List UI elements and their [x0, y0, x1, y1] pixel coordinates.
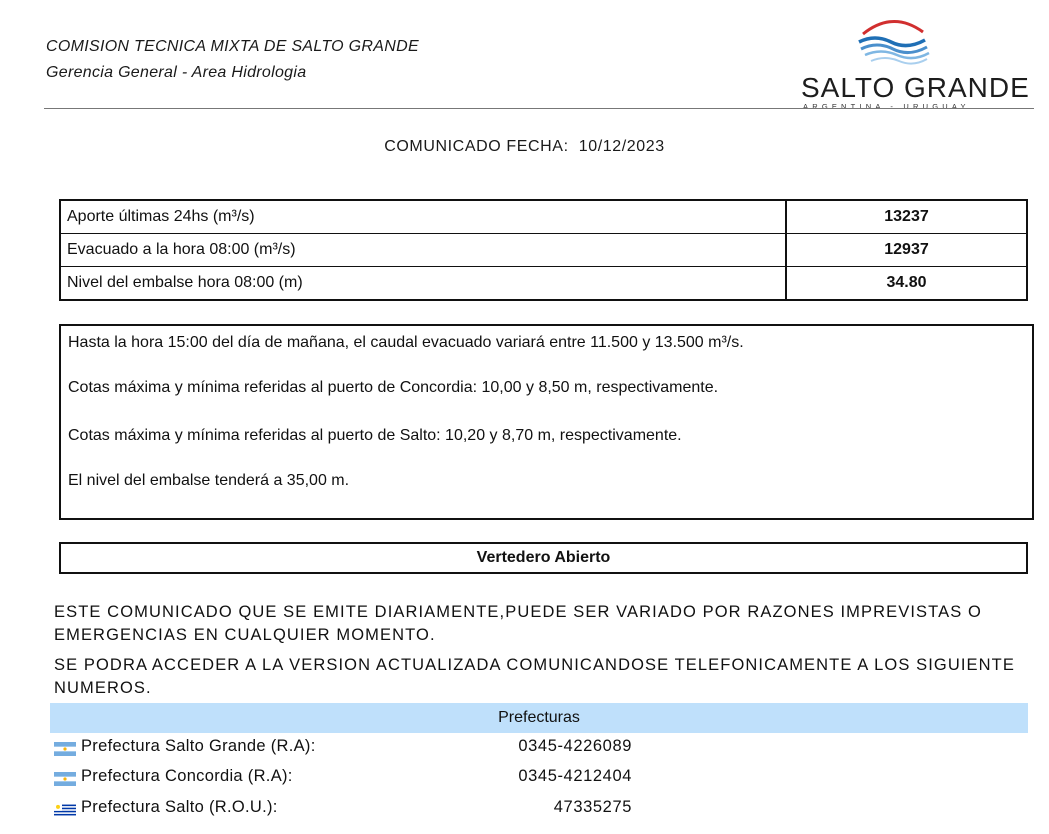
table-row	[60, 267, 1027, 301]
forecast-line: El nivel del embalse tenderá a 35,00 m.	[68, 472, 350, 489]
prefectura-name: Prefectura Concordia (R.A):	[81, 767, 293, 785]
forecast-box	[59, 324, 1034, 520]
argentina-flag-icon	[54, 772, 76, 786]
table-row	[60, 200, 1027, 234]
list-item	[52, 767, 752, 789]
forecast-line: Cotas máxima y mínima referidas al puerto de Concordia: 10,00 y 8,50 m, respectivamente.	[68, 379, 719, 396]
measurement-value: 13237	[786, 200, 1027, 234]
prefecturas-header: Prefecturas	[50, 703, 1028, 733]
list-item	[52, 798, 752, 820]
measurement-label: Evacuado a la hora 08:00 (m³/s)	[60, 234, 786, 267]
header-divider	[44, 108, 1034, 109]
department-name: Gerencia General - Area Hidrologia	[46, 64, 307, 81]
prefectura-phone: 47335275	[553, 798, 632, 816]
list-item	[52, 737, 752, 759]
argentina-flag-icon	[54, 742, 76, 756]
organization-name: COMISION TECNICA MIXTA DE SALTO GRANDE	[46, 38, 419, 55]
forecast-line: Cotas máxima y mínima referidas al puerto de Salto: 10,20 y 8,70 m, respectivamente.	[68, 427, 682, 444]
measurement-label: Aporte últimas 24hs (m³/s)	[60, 200, 786, 234]
prefectura-name: Prefectura Salto Grande (R.A):	[81, 737, 316, 755]
measurements-table	[59, 199, 1028, 301]
comunicado-date: 10/12/2023	[578, 138, 665, 155]
uruguay-flag-icon	[54, 803, 76, 817]
spillway-status: Vertedero Abierto	[59, 542, 1028, 574]
comunicado-label: COMUNICADO FECHA:	[384, 138, 569, 155]
comunicado-date-line	[0, 138, 1049, 156]
prefectura-phone: 0345-4212404	[518, 767, 632, 785]
logo-subtitle: ARGENTINA - URUGUAY	[803, 102, 970, 111]
logo-title: SALTO GRANDE	[801, 72, 1030, 103]
salto-grande-logo	[795, 14, 1030, 111]
forecast-line: Hasta la hora 15:00 del día de mañana, el caudal evacuado variará entre 11.500 y 13.500 m³/s.	[68, 334, 744, 351]
measurement-label: Nivel del embalse hora 08:00 (m)	[60, 267, 786, 301]
contact-notice: SE PODRA ACCEDER A LA VERSION ACTUALIZADA COMUNICANDOSE TELEFONICAMENTE A LOS SIGUIENTE NUMEROS.	[54, 656, 1015, 697]
organization-header	[46, 34, 419, 86]
prefectura-name: Prefectura Salto (R.O.U.):	[81, 798, 278, 816]
measurement-value: 34.80	[786, 267, 1027, 301]
table-row	[60, 234, 1027, 267]
measurement-value: 12937	[786, 234, 1027, 267]
prefectura-phone: 0345-4226089	[518, 737, 632, 755]
variability-notice: ESTE COMUNICADO QUE SE EMITE DIARIAMENTE,PUEDE SER VARIADO POR RAZONES IMPREVISTAS O EMERGENCIAS EN CUALQUIER MOMENTO.	[54, 603, 982, 644]
salto-grande-wave-logo-icon	[853, 14, 933, 70]
